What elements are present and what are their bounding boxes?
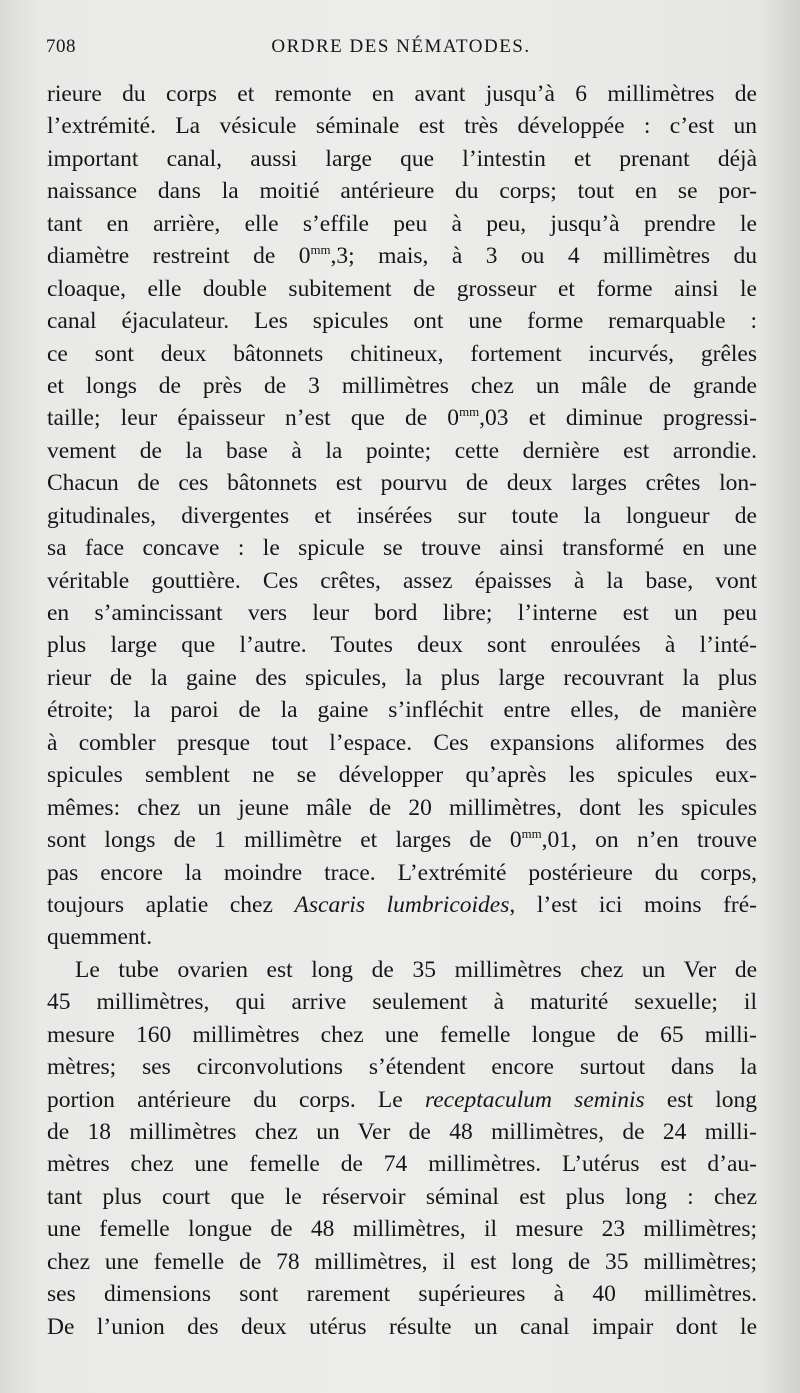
text-line <box>47 662 757 694</box>
text-run: toujours aplatie chez <box>47 891 295 918</box>
text-run: mètres; ses circonvolutions s’étendent encore surtout dans la <box>47 1054 757 1081</box>
text-run: étroite; la paroi de la gaine s’infléchit entre elles, de manière <box>47 697 757 724</box>
text-run: ,03 et diminue progressi- <box>479 405 757 432</box>
text-run: rieure du corps et remonte en avant jusqu’à 6 millimètres de <box>47 81 757 107</box>
text-line <box>47 467 757 499</box>
text-line <box>47 824 757 856</box>
text-run: Le tube ovarien est long de 35 millimètres chez un Ver de <box>75 956 757 983</box>
text-line <box>47 857 757 889</box>
text-run: ,01, on n’en trouve <box>541 827 757 854</box>
text-line <box>47 1311 757 1343</box>
text-run: et longs de près de 3 millimètres chez un mâle de grande <box>47 372 757 399</box>
text-line <box>47 532 757 564</box>
unit-superscript: mm <box>310 242 331 258</box>
text-run: Chacun de ces bâtonnets est pourvu de deux larges crêtes lon- <box>47 470 757 497</box>
text-line <box>47 175 757 207</box>
unit-superscript: mm <box>521 826 542 842</box>
text-run: cloaque, elle double subitement de grosseur et forme ainsi le <box>47 275 757 302</box>
text-run: 45 millimètres, qui arrive seulement à maturité sexuelle; il <box>47 989 757 1016</box>
page-number: 708 <box>46 36 76 57</box>
text-line <box>47 727 757 759</box>
text-line <box>47 694 757 726</box>
text-run: ce sont deux bâtonnets chitineux, fortement incurvés, grêles <box>47 340 757 367</box>
text-run: mesure 160 millimètres chez une femelle longue de 65 milli- <box>47 1021 757 1048</box>
text-run: mètres chez une femelle de 74 millimètres. L’utérus est d’au- <box>47 1151 757 1178</box>
text-line <box>47 240 757 272</box>
text-run: vement de la base à la pointe; cette dernière est arrondie. <box>47 437 757 464</box>
text-line <box>47 402 757 434</box>
text-run: naissance dans la moitié antérieure du corps; tout en se por- <box>47 178 757 205</box>
text-line <box>47 759 757 791</box>
text-run: tant plus court que le réservoir séminal est plus long : chez <box>47 1183 757 1210</box>
text-run: important canal, aussi large que l’intestin et prenant déjà <box>47 145 757 172</box>
text-line <box>47 1246 757 1278</box>
text-run: diamètre restreint de 0 <box>47 243 311 270</box>
text-run: ,3; mais, à 3 ou 4 millimètres du <box>330 243 757 270</box>
text-line <box>47 597 757 629</box>
text-line <box>47 305 757 337</box>
text-line <box>47 565 757 597</box>
text-run: quemment. <box>47 924 153 951</box>
text-line <box>47 1116 757 1148</box>
text-run: en s’amincissant vers leur bord libre; l’interne est un peu <box>47 600 757 626</box>
text-run: est long <box>644 1086 757 1113</box>
text-run: taille; leur épaisseur n’est que de 0 <box>47 405 460 432</box>
unit-superscript: mm <box>459 404 480 420</box>
text-line <box>47 1213 757 1245</box>
text-line <box>47 500 757 532</box>
italic-term: receptaculum seminis <box>424 1086 645 1113</box>
text-line <box>47 1019 757 1051</box>
text-line <box>47 1181 757 1213</box>
text-line <box>47 1278 757 1310</box>
text-line <box>47 1051 757 1083</box>
text-line <box>47 435 757 467</box>
text-run: tant en arrière, elle s’effile peu à peu, jusqu’à prendre le <box>47 210 757 237</box>
text-line <box>47 986 757 1018</box>
text-run: ses dimensions sont rarement supérieures à 40 millimètres. <box>47 1281 757 1308</box>
text-run: l’extrémité. La vésicule séminale est très développée : c’est un <box>47 113 757 140</box>
text-line <box>47 1084 757 1116</box>
text-run: gitudinales, divergentes et insérées sur toute la longueur de <box>47 502 757 529</box>
text-line <box>47 78 757 110</box>
text-line <box>47 143 757 175</box>
text-run: véritable gouttière. Ces crêtes, assez épaisses à la base, vont <box>47 567 757 594</box>
text-run: , l’est ici moins fré- <box>509 891 758 918</box>
text-run: portion antérieure du corps. Le <box>47 1086 425 1113</box>
text-run: rieur de la gaine des spicules, la plus large recouvrant la plus <box>47 664 757 691</box>
text-run: sont longs de 1 millimètre et larges de 0 <box>47 827 522 854</box>
running-header <box>46 36 756 66</box>
text-run: plus large que l’autre. Toutes deux sont enroulées à l’inté- <box>47 632 757 659</box>
text-line <box>47 110 757 142</box>
text-run: canal éjaculateur. Les spicules ont une forme remarquable : <box>47 308 757 335</box>
text-run: à combler presque tout l’espace. Ces expansions aliformes des <box>47 729 757 756</box>
text-run: De l’union des deux utérus résulte un canal impair dont le <box>47 1313 757 1340</box>
text-line <box>47 1148 757 1180</box>
text-run: sa face concave : le spicule se trouve ainsi transformé en une <box>47 535 757 562</box>
text-run: mêmes: chez un jeune mâle de 20 millimètres, dont les spicules <box>47 794 757 821</box>
text-line <box>47 208 757 240</box>
text-line <box>47 954 757 986</box>
italic-term: Ascaris lumbricoides <box>294 891 510 918</box>
text-line <box>47 792 757 824</box>
text-run: de 18 millimètres chez un Ver de 48 millimètres, de 24 milli- <box>47 1119 757 1145</box>
text-line <box>47 370 757 402</box>
text-run: pas encore la moindre trace. L’extrémité postérieure du corps, <box>47 859 757 886</box>
body-text <box>47 78 757 1343</box>
text-run: une femelle longue de 48 millimètres, il mesure 23 millimètres; <box>47 1216 757 1243</box>
text-line <box>47 338 757 370</box>
running-title: ORDRE DES NÉMATODES. <box>271 36 531 57</box>
text-line <box>47 889 757 921</box>
text-line <box>47 629 757 661</box>
text-run: spicules semblent ne se développer qu’après les spicules eux- <box>47 762 757 789</box>
text-line <box>47 273 757 305</box>
text-run: chez une femelle de 78 millimètres, il est long de 35 millimètres; <box>47 1248 757 1275</box>
text-line <box>47 921 757 953</box>
